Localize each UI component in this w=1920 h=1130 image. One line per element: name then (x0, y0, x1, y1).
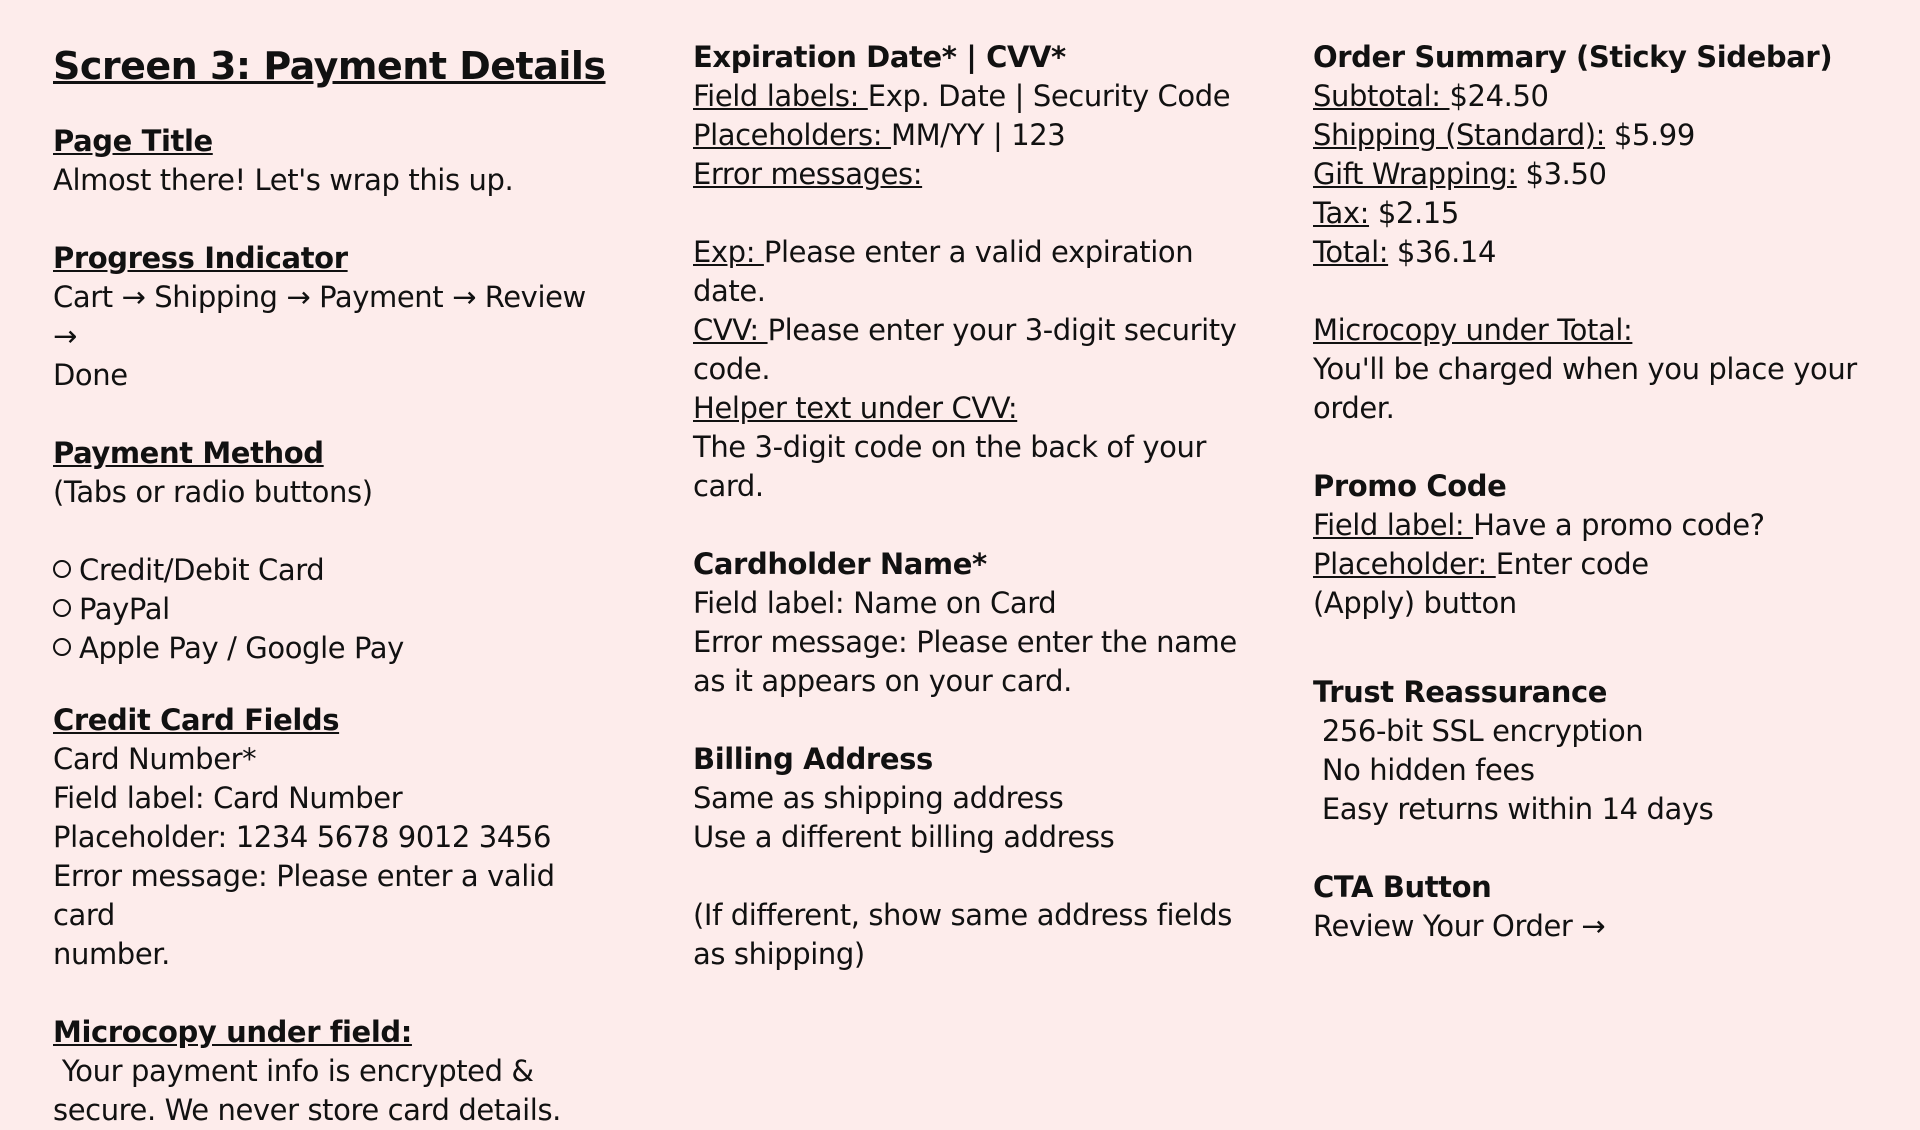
billing-note: (If different, show same address fields (693, 898, 1232, 932)
progress-heading: Progress Indicator (53, 241, 348, 275)
radio-icon (53, 599, 71, 617)
page-title-heading: Page Title (53, 124, 213, 158)
cardholder-error-cont: as it appears on your card. (693, 664, 1072, 698)
microcopy-text: Your payment info is encrypted & (53, 1054, 534, 1088)
promo-apply-button[interactable]: (Apply) button (1313, 586, 1517, 620)
exp-error-cont: date. (693, 274, 766, 308)
trust-item-returns: Easy returns within 14 days (1313, 792, 1714, 826)
radio-icon (53, 560, 71, 578)
promo-field-label: Field label: Have a promo code? (1313, 508, 1765, 542)
trust-heading: Trust Reassurance (1313, 675, 1608, 709)
column-middle (693, 38, 1253, 974)
cvv-error-cont: code. (693, 352, 771, 386)
billing-option-different[interactable]: Use a different billing address (693, 820, 1115, 854)
microcopy-text-cont: secure. We never store card details. (53, 1093, 561, 1127)
radio-icon (53, 638, 71, 656)
summary-row-tax: Tax: $2.15 (1313, 196, 1459, 230)
credit-card-heading: Credit Card Fields (53, 703, 340, 737)
payment-option-card[interactable]: Credit/Debit Card (53, 551, 613, 590)
total-microcopy-text-cont: order. (1313, 391, 1395, 425)
summary-row-total: Total: $36.14 (1313, 235, 1496, 269)
cardholder-heading: Cardholder Name* (693, 547, 987, 581)
column-left (53, 38, 613, 1130)
total-microcopy-text: You'll be charged when you place your (1313, 352, 1857, 386)
cta-heading: CTA Button (1313, 870, 1492, 904)
review-order-button[interactable]: Review Your Order → (1313, 909, 1606, 943)
progress-steps-cont: Done (53, 358, 128, 392)
payment-option-wallet[interactable]: Apple Pay / Google Pay (53, 629, 613, 668)
summary-row-shipping: Shipping (Standard): $5.99 (1313, 118, 1695, 152)
exp-cvv-labels: Field labels: Exp. Date | Security Code (693, 79, 1231, 113)
page-title-text: Almost there! Let's wrap this up. (53, 163, 514, 197)
payment-method-heading: Payment Method (53, 436, 324, 470)
exp-cvv-errors-heading: Error messages: (693, 157, 923, 191)
card-error-cont: number. (53, 937, 170, 971)
billing-heading: Billing Address (693, 742, 933, 776)
exp-cvv-heading: Expiration Date* | CVV* (693, 40, 1066, 74)
microcopy-heading: Microcopy under field: (53, 1015, 412, 1049)
card-field-label: Field label: Card Number (53, 781, 403, 815)
cvv-helper-text: The 3-digit code on the back of your (693, 430, 1207, 464)
billing-note-cont: as shipping) (693, 937, 865, 971)
billing-option-same[interactable]: Same as shipping address (693, 781, 1064, 815)
exp-error: Exp: Please enter a valid expiration (693, 235, 1194, 269)
trust-item-fees: No hidden fees (1313, 753, 1535, 787)
promo-heading: Promo Code (1313, 469, 1507, 503)
summary-row-subtotal: Subtotal: $24.50 (1313, 79, 1549, 113)
cardholder-error: Error message: Please enter the name (693, 625, 1237, 659)
summary-row-gift: Gift Wrapping: $3.50 (1313, 157, 1607, 191)
cvv-helper-text-cont: card. (693, 469, 764, 503)
exp-cvv-placeholders: Placeholders: MM/YY | 123 (693, 118, 1066, 152)
cardholder-field-label: Field label: Name on Card (693, 586, 1057, 620)
screen-title: Screen 3: Payment Details (53, 44, 606, 88)
card-placeholder: Placeholder: 1234 5678 9012 3456 (53, 820, 551, 854)
progress-steps: Cart → Shipping → Payment → Review → (53, 280, 586, 353)
column-right (1313, 38, 1893, 946)
order-summary-heading: Order Summary (Sticky Sidebar) (1313, 40, 1833, 74)
promo-placeholder: Placeholder: Enter code (1313, 547, 1649, 581)
cvv-helper-heading: Helper text under CVV: (693, 391, 1018, 425)
cvv-error: CVV: Please enter your 3-digit security (693, 313, 1237, 347)
payment-method-note: (Tabs or radio buttons) (53, 475, 373, 509)
total-microcopy-heading: Microcopy under Total: (1313, 313, 1633, 347)
trust-item-ssl: 256-bit SSL encryption (1313, 714, 1644, 748)
payment-option-paypal[interactable]: PayPal (53, 590, 613, 629)
card-number-label: Card Number* (53, 742, 257, 776)
card-error: Error message: Please enter a valid card (53, 859, 555, 932)
